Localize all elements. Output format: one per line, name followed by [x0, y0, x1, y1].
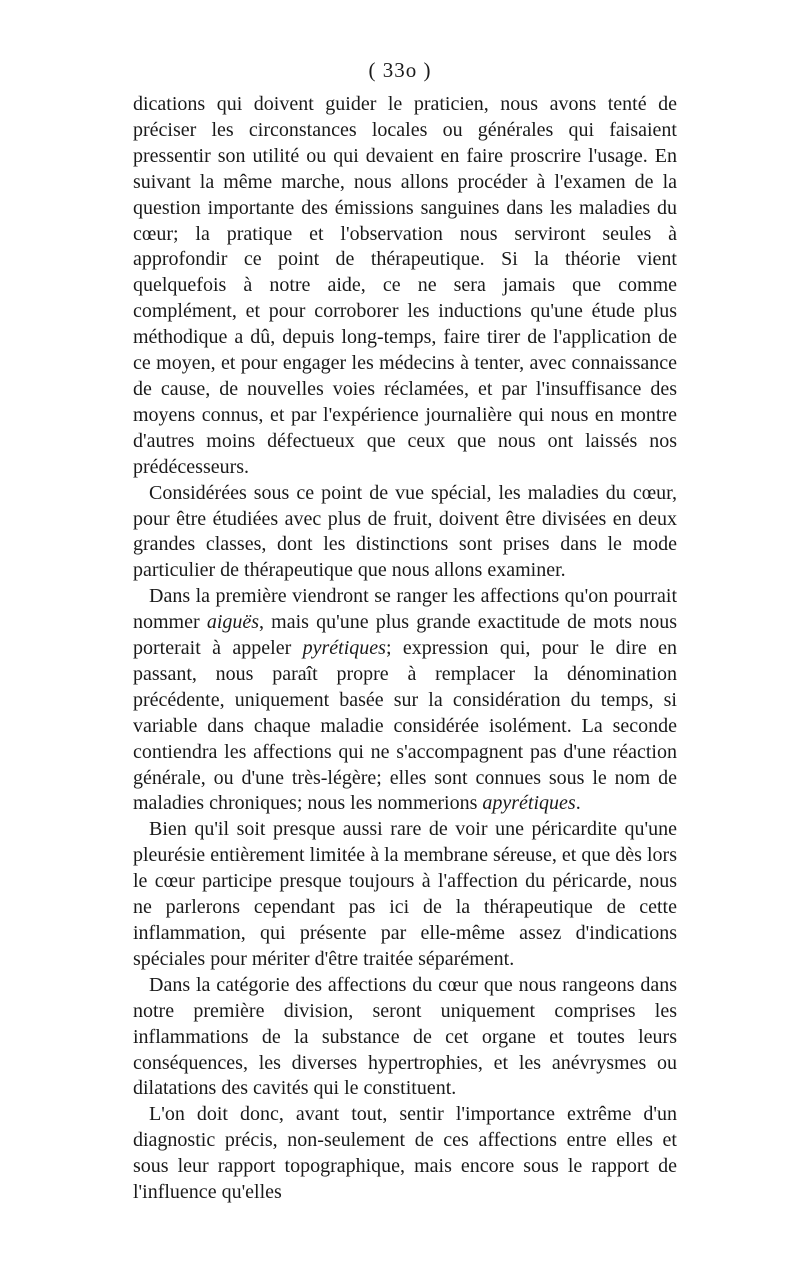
text-run: Dans la catégorie des affections du cœur que nous rangeons dans notre première division, seront uniquement comprises les inflammations de la substance de cet organe et toutes leurs conséquences, les diverses hypertrophies, et les anévrysmes ou dilatations des cavités qui le constituent.	[133, 973, 677, 1100]
text-run: Dans la première viendront se ranger les affections qu'on pourrait nommer	[133, 585, 677, 634]
paragraph	[133, 973, 677, 1103]
page-number: ( 33o )	[368, 58, 432, 82]
text-run: ; expression qui, pour le dire en passant, nous paraît propre à remplacer la dénomination précédente, uniquement basée sur la considération du temps, si variable dans chaque maladie considérée isolément. La seconde contiendra les affections qui ne s'accompagnent pas d'une réaction générale, ou d'une très-légère; elles sont connues sous le nom de maladies chroniques; nous les nommerions	[133, 637, 678, 815]
paragraph	[133, 1102, 677, 1206]
body-text	[133, 92, 677, 1206]
text-run: Bien qu'il soit presque aussi rare de voir une péricardite qu'une pleurésie entièrement limitée à la membrane séreuse, et que dès lors le cœur participe presque toujours à l'affection du péricarde, nous ne parlerons cependant pas ici de la thérapeutique de cette inflammation, qui présente par elle-même assez d'indications spéciales pour mériter d'être traitée séparément.	[133, 818, 677, 970]
italic-term: pyrétiques	[302, 637, 386, 660]
text-run: L'on doit donc, avant tout, sentir l'importance extrême d'un diagnostic précis, non-seulement de ces affections entre elles et sous leur rapport topographique, mais encore sous le rapport de l'influence qu'elles	[133, 1103, 677, 1204]
italic-term: apyrétiques	[482, 792, 576, 815]
paragraph	[133, 92, 677, 481]
paragraph	[133, 817, 677, 972]
text-run: , mais qu'une plus grande exactitude de mots nous porterait à appeler	[133, 611, 677, 660]
text-run: Considérées sous ce point de vue spécial, les maladies du cœur, pour être étudiées avec plus de fruit, doivent être divisées en deux grandes classes, dont les distinctions sont prises dans le mode particulier de thérapeutique que nous allons examiner.	[133, 481, 677, 582]
italic-term: aiguës	[206, 611, 260, 634]
paragraph	[133, 481, 677, 585]
text-run: .	[575, 792, 581, 815]
text-run: dications qui doivent guider le praticien, nous avons tenté de préciser les circonstances locales ou générales qui faisaient pressentir son utilité ou qui devaient en faire proscrire l'usage. En suivant la même marche, nous allons procéder à l'examen de la question importante des émissions sanguines dans les maladies du cœur; la pratique et l'observation nous serviront seules à approfondir ce point de thérapeutique. Si la théorie vient quelquefois à notre aide, ce ne sera jamais que comme complément, et pour corroborer les inductions qu'une étude plus méthodique a dû, depuis long-temps, faire tirer de l'application de ce moyen, et pour engager les médecins à tenter, avec connaissance de cause, de nouvelles voies réclamées, et par l'insuffisance des moyens connus, et par l'expérience journalière qui nous en montre d'autres moins défectueux que ceux que nous ont laissés nos prédécesseurs.	[133, 93, 677, 478]
paragraph	[133, 584, 677, 817]
